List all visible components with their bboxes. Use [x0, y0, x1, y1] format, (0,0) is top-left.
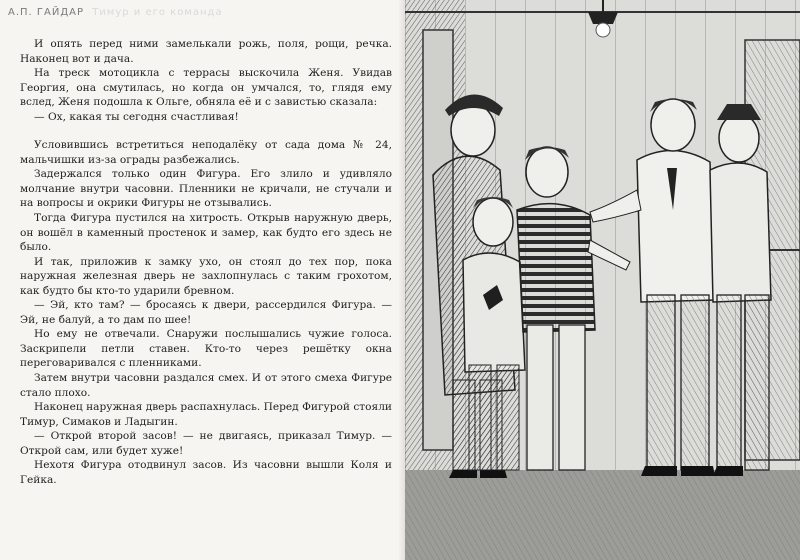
- boy-with-pilotka-head: [719, 114, 759, 162]
- pioneer-shoe: [681, 466, 715, 476]
- running-head-title: Тимур и его команда: [92, 7, 223, 18]
- paragraph: Нехотя Фигура отодвинул засов. Из часовни вышли Коля и Гейка.: [20, 459, 392, 486]
- right-page: [405, 0, 800, 560]
- lamp-shade: [588, 12, 618, 24]
- paragraph: — Эй, кто там? — бросаясь к двери, рассердился Фигура. — Эй, не балуй, а то дам по шее!: [20, 299, 392, 326]
- boy-in-striped-shirt-leg-right: [559, 325, 585, 470]
- boy-with-cap-head: [451, 104, 495, 156]
- illustration-boys-in-room: [405, 0, 800, 560]
- paragraph: И опять перед ними замелькали рожь, поля, рощи, речка. Наконец вот и дача.: [20, 38, 392, 65]
- paragraph: На треск мотоцикла с террасы выскочила Женя. Увидав Георгия, она смутилась, но когда он умчался, то, глядя ему вслед, Женя подошла к Ольге, обняла её и с завистью сказала:: [20, 67, 392, 109]
- pioneer-leg-right: [681, 295, 709, 470]
- body-text: [20, 37, 392, 487]
- floor-hatching: [405, 470, 800, 560]
- boy-with-pilotka-shirt: [710, 163, 771, 302]
- lamp-bulb: [596, 23, 610, 37]
- paragraph: Тогда Фигура пустился на хитрость. Открыв наружную дверь, он вошёл в каменный простенок и замер, как будто его здесь не было.: [20, 212, 392, 254]
- paragraph: Условившись встретиться неподалёку от сада дома № 24, мальчишки из-за ограды разбежались.: [20, 139, 392, 166]
- pioneer-leg-left: [647, 295, 675, 470]
- running-head-author: А.П. ГАЙДАР: [8, 7, 84, 18]
- boy-with-cap-shoe: [480, 470, 507, 478]
- boy-with-pilotka-shoe: [713, 466, 743, 476]
- boy-with-cap-shoe: [449, 470, 477, 478]
- section-break: [20, 124, 392, 138]
- paragraph: — Открой второй засов! — не двигаясь, приказал Тимур. — Открой сам, или будет хуже!: [20, 430, 392, 457]
- paragraph: Наконец наружная дверь распахнулась. Перед Фигурой стояли Тимур, Симаков и Ладыгин.: [20, 401, 392, 428]
- boy-in-striped-shirt-leg-left: [527, 325, 553, 470]
- small-boy-leg-right: [497, 365, 519, 470]
- running-head: [8, 7, 223, 18]
- small-boy-leg-left: [469, 365, 491, 470]
- paragraph: И так, приложив к замку ухо, он стоял до тех пор, пока наружная железная дверь не захлопнулась с таким грохотом, как будто бы кто-то ударили бревном.: [20, 255, 392, 297]
- striped-shirt: [517, 204, 595, 332]
- small-boy-head: [473, 198, 513, 246]
- pioneer-shoe: [641, 466, 677, 476]
- paragraph: Но ему не отвечали. Снаружи послышались чужие голоса. Заскрипели петли ставен. Кто-то через решётку окна переговаривался с пленниками.: [20, 328, 392, 370]
- boy-with-pilotka-leg-left: [717, 295, 741, 470]
- boy-with-pilotka-leg-right: [745, 295, 769, 470]
- pioneer-head: [651, 99, 695, 151]
- small-boy-shirt: [463, 253, 525, 372]
- paragraph: Задержался только один Фигура. Его злило и удивляло молчание внутри часовни. Пленники не кричали, не стучали и на вопросы и окрики Фигуры не отзывались.: [20, 168, 392, 210]
- paragraph: — Ох, какая ты сегодня счастливая!: [34, 110, 239, 123]
- paragraph: Затем внутри часовни раздался смех. И от этого смеха Фигуре стало плохо.: [20, 372, 392, 399]
- boy-in-striped-shirt-head: [526, 147, 568, 197]
